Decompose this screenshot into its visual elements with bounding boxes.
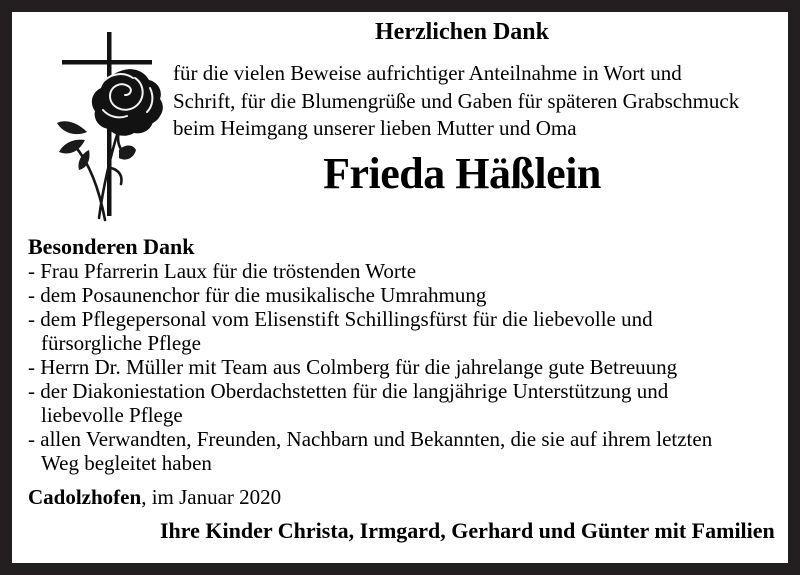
notice-title: Herzlichen Dank — [375, 19, 549, 45]
intro-line: beim Heimgang unserer lieben Mutter und Oma — [173, 116, 577, 140]
date: , im Januar 2020 — [141, 485, 282, 509]
thanks-line: - dem Posaunenchor für die musikalische Umrahmung — [28, 283, 487, 307]
thanks-line: fürsorgliche Pflege — [41, 331, 201, 355]
thanks-line: Weg begleitet haben — [41, 451, 212, 475]
thanks-line: - dem Pflegepersonal vom Elisenstift Schillingsfürst für die liebevolle und — [28, 307, 653, 331]
deceased-name: Frieda Häßlein — [323, 149, 601, 198]
intro-line: Schrift, für die Blumengrüße und Gaben für späteren Grabschmuck — [173, 88, 740, 113]
thanks-line: - Herrn Dr. Müller mit Team aus Colmberg für die jahrelange gute Betreuung — [28, 355, 678, 379]
thanks-line: - Frau Pfarrerin Laux für die tröstenden Worte — [28, 259, 417, 283]
thanks-section — [28, 235, 712, 475]
place-date-line — [28, 485, 281, 509]
intro-line: für die vielen Beweise aufrichtiger Anteilnahme in Wort und — [173, 61, 682, 85]
intro-paragraph — [173, 60, 739, 143]
cross-rose-icon — [55, 28, 170, 223]
family-signature: Ihre Kinder Christa, Irmgard, Gerhard und Günter mit Familien — [160, 518, 775, 543]
thanks-heading: Besonderen Dank — [28, 234, 195, 259]
thanks-line: - der Diakoniestation Oberdachstetten für die langjährige Unterstützung und — [28, 379, 669, 403]
thanks-line: - allen Verwandten, Freunden, Nachbarn und Bekannten, die sie auf ihrem letzten — [28, 427, 713, 451]
place: Cadolzhofen — [28, 485, 142, 509]
thanks-line: liebevolle Pflege — [41, 403, 183, 427]
